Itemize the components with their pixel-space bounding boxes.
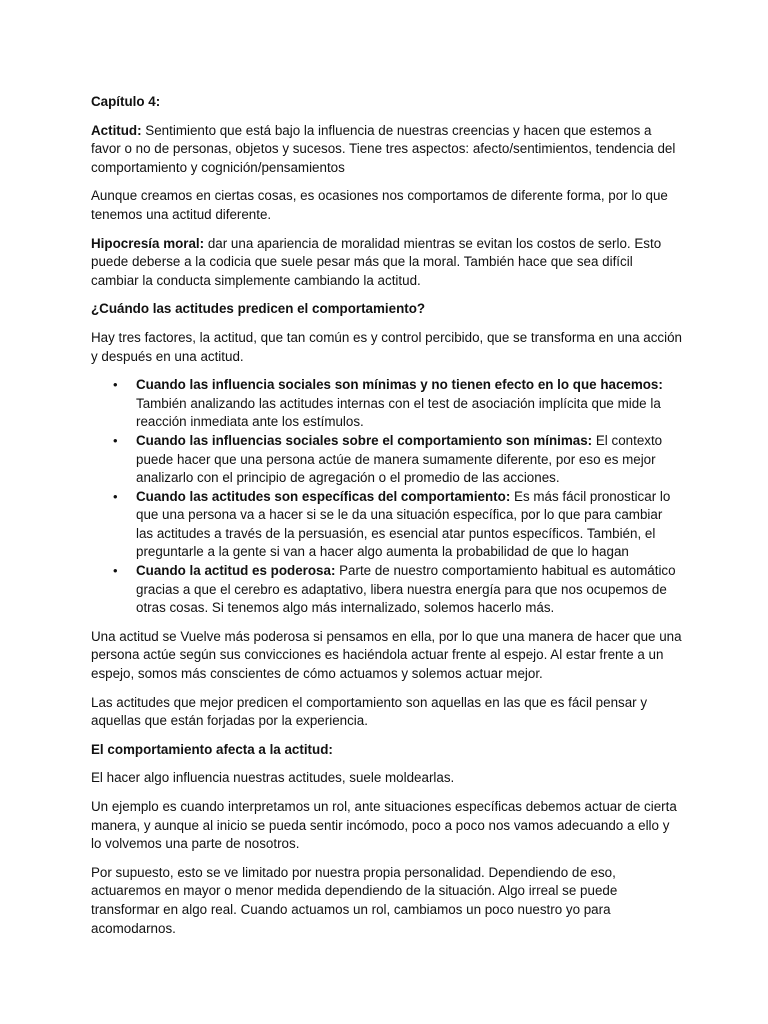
paragraph-predicen: Las actitudes que mejor predicen el comportamiento son aquellas en las que es fácil pensar y aquellas que están forjadas por la experiencia.: [91, 694, 648, 729]
document-page: [91, 93, 683, 948]
list-item-text: Es más fácil pronosticar lo que una persona va a hacer si se le da una situación específica, por lo que para cambiar las actitudes a través de la persuasión, es esencial atar puntos específicos. También, el preguntarle a la gente si van a hacer algo aumenta la probabilidad de que lo hagan: [136, 488, 671, 560]
paragraph-influencia: El hacer algo influencia nuestras actitudes, suele moldearlas.: [91, 770, 455, 786]
term-hipocresia: Hipocresía moral:: [91, 235, 205, 251]
list-item-bold: Cuando las actitudes son específicas del comportamiento:: [136, 488, 511, 504]
list-item-text: El contexto puede hacer que una persona actúe de manera sumamente diferente, por eso es mejor analizarlo con el principio de agregación o el promedio de las acciones.: [136, 432, 663, 486]
paragraph-hipocresia: [91, 235, 683, 291]
list-item-text: Parte de nuestro comportamiento habitual es automático gracias a que el cerebro es adaptativo, libera nuestra energía para que nos ocupemos de otras cosas. Si tenemos algo más internalizado, solemos hacerlo más.: [136, 563, 676, 616]
paragraph-actitud: [91, 122, 683, 178]
list-item-bold: Cuando la actitud es poderosa:: [136, 563, 336, 579]
paragraph-espejo: Una actitud se Vuelve más poderosa si pensamos en ella, por lo que una manera de hacer que una persona actúe según sus convicciones es haciéndola actuar frente al espejo. Al estar frente a un espejo, somos más conscientes de cómo actuamos y solemos actuar mejor.: [91, 628, 682, 682]
bullet-icon: •: [113, 488, 118, 504]
list-item: [91, 432, 683, 488]
definition-hipocresia: dar una apariencia de moralidad mientras se evitan los costos de serlo. Esto puede deberse a la codicia que suele pesar más que la moral. También hace que sea difícil cambiar la conducta simplemente cambiando la actitud.: [91, 235, 662, 288]
paragraph-creemos: Aunque creamos en ciertas cosas, es ocasiones nos comportamos de diferente forma, por lo que tenemos una actitud diferente.: [91, 188, 668, 222]
list-item-bold: Cuando las influencia sociales son mínimas y no tienen efecto en lo que hacemos:: [136, 377, 663, 393]
list-item-bold: Cuando las influencias sociales sobre el comportamiento son mínimas:: [136, 432, 593, 448]
paragraph-rol: Un ejemplo es cuando interpretamos un rol, ante situaciones específicas debemos actuar de cierta manera, y aunque al inicio se pueda sentir incómodo, poco a poco nos vamos adecuando a ello y lo volvemos una parte de nosotros.: [91, 799, 677, 852]
definition-actitud: Sentimiento que está bajo la influencia de nuestras creencias y hacen que estemos a favor o no de personas, objetos y sucesos. Tiene tres aspectos: afecto/sentimientos, tendencia del comportamiento y cognición/pensamientos: [91, 122, 676, 175]
paragraph-factores: Hay tres factores, la actitud, que tan común es y control percibido, que se transforma en una acción y después en una actitud.: [91, 329, 682, 364]
list-item-text: También analizando las actitudes internas con el test de asociación implícita que mide la reacción inmediata ante los estímulos.: [136, 395, 661, 430]
term-actitud: Actitud:: [91, 122, 142, 138]
heading-afecta: El comportamiento afecta a la actitud:: [91, 741, 333, 757]
paragraph-personalidad: Por supuesto, esto se ve limitado por nuestra propia personalidad. Dependiendo de eso, actuaremos en mayor o menor medida dependiendo de la situación. Algo irreal se puede transformar en algo real. Cuando actuamos un rol, cambiamos un poco nuestro yo para acomodarnos.: [91, 864, 618, 936]
bullet-list: [91, 376, 683, 618]
list-item: [91, 488, 683, 562]
list-item: [91, 562, 683, 618]
bullet-icon: •: [113, 563, 118, 579]
bullet-icon: •: [113, 432, 118, 448]
bullet-icon: •: [113, 377, 118, 393]
list-item: [91, 376, 683, 432]
chapter-title: Capítulo 4:: [91, 94, 161, 109]
question-heading: ¿Cuándo las actitudes predicen el comportamiento?: [91, 301, 426, 317]
